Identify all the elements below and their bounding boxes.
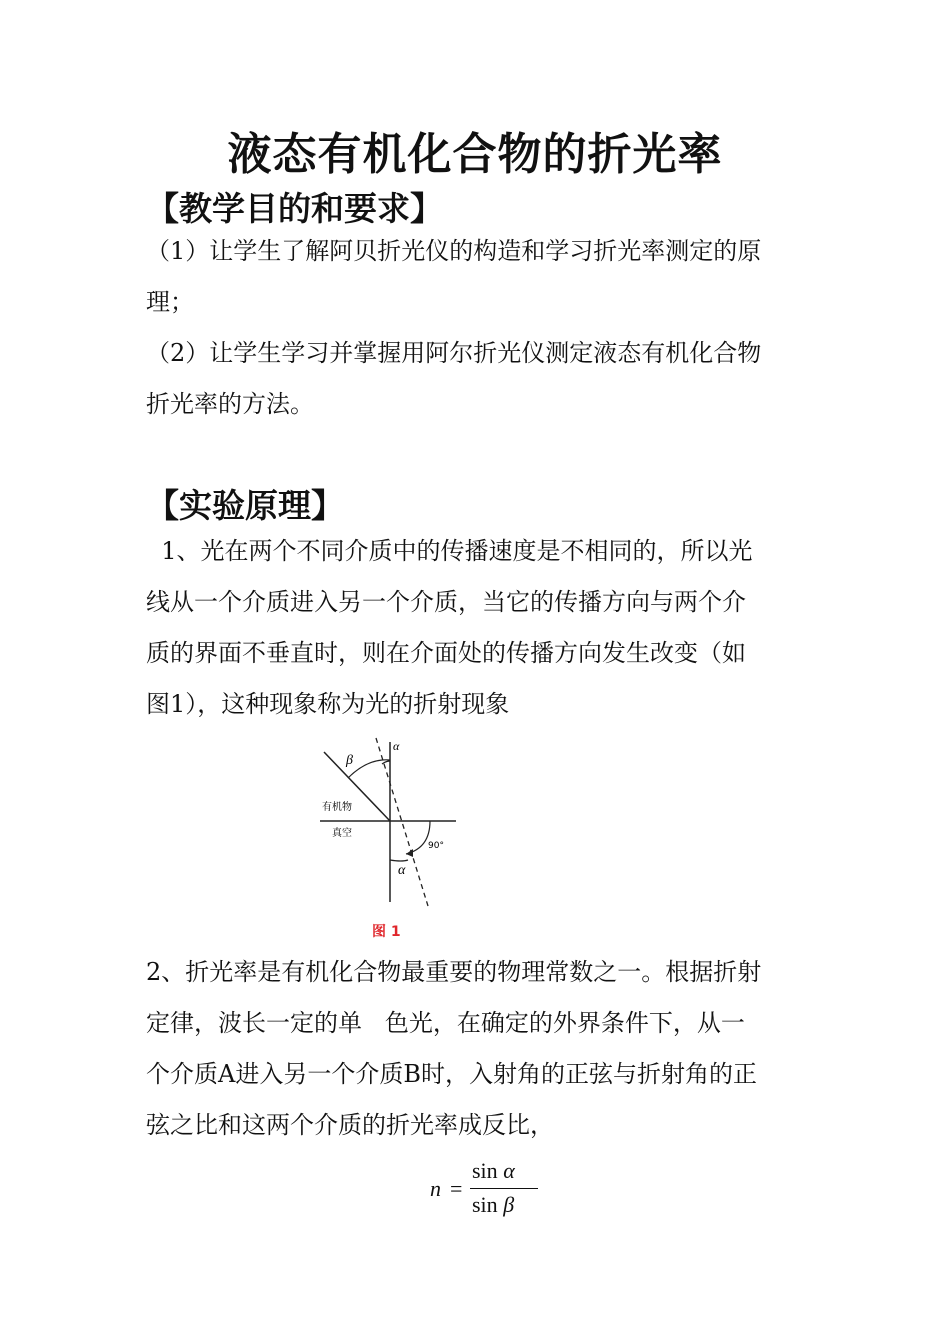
text-line: 1、光在两个不同介质中的传播速度是不相同的，所以光	[146, 537, 753, 565]
formula-equals: =	[450, 1176, 463, 1201]
label-beta: β	[346, 753, 353, 768]
label-alpha-top: α	[393, 739, 400, 753]
refraction-diagram	[310, 730, 470, 950]
figure-caption: 图 1	[372, 924, 401, 940]
text-line: 质的界面不垂直时，则在介面处的传播方向发生改变（如	[146, 639, 746, 667]
section-heading-objectives: 【教学目的和要求】	[146, 189, 443, 228]
text-line: 折光率的方法。	[146, 390, 314, 418]
refraction-figure	[310, 730, 470, 950]
objectives-paragraph	[146, 226, 810, 430]
formula-den-var: β	[503, 1192, 515, 1217]
formula-lhs: n	[430, 1176, 441, 1201]
formula-num-fn: sin	[472, 1158, 498, 1183]
principle-paragraph-1	[146, 526, 810, 730]
text-line: 图1），这种现象称为光的折射现象	[146, 690, 510, 718]
formula-den-fn: sin	[472, 1192, 498, 1217]
label-organic: 有机物	[322, 802, 352, 813]
text-line: 定律，波长一定的单 色光，在确定的外界条件下，从一	[146, 1009, 745, 1037]
text-line: 个介质A进入另一个介质B时，入射角的正弦与折射角的正	[146, 1060, 757, 1088]
formula-num-var: α	[503, 1158, 515, 1183]
fraction-bar	[470, 1188, 538, 1189]
label-alpha-bottom: α	[398, 863, 406, 878]
text-line: （2）让学生学习并掌握用阿尔折光仪测定液态有机化合物	[146, 339, 762, 367]
document-title: 液态有机化合物的折光率	[227, 129, 723, 180]
text-line: 线从一个介质进入另一个介质，当它的传播方向与两个介	[146, 588, 746, 616]
section-heading-principle: 【实验原理】	[146, 486, 344, 525]
text-line: （1）让学生了解阿贝折光仪的构造和学习折光率测定的原	[146, 237, 762, 265]
text-line: 2、折光率是有机化合物最重要的物理常数之一。根据折射	[146, 958, 762, 986]
text-line: 弦之比和这两个介质的折光率成反比，	[146, 1111, 554, 1139]
text-line: 理；	[146, 288, 194, 316]
label-vacuum: 真空	[332, 828, 352, 839]
right-angle-arc	[406, 821, 430, 854]
formula-numerator	[472, 1158, 515, 1184]
alpha-arc	[390, 860, 408, 861]
formula-denominator	[472, 1192, 514, 1218]
principle-paragraph-2	[146, 947, 810, 1151]
refraction-formula	[430, 1158, 540, 1222]
label-90: 90°	[428, 841, 444, 851]
